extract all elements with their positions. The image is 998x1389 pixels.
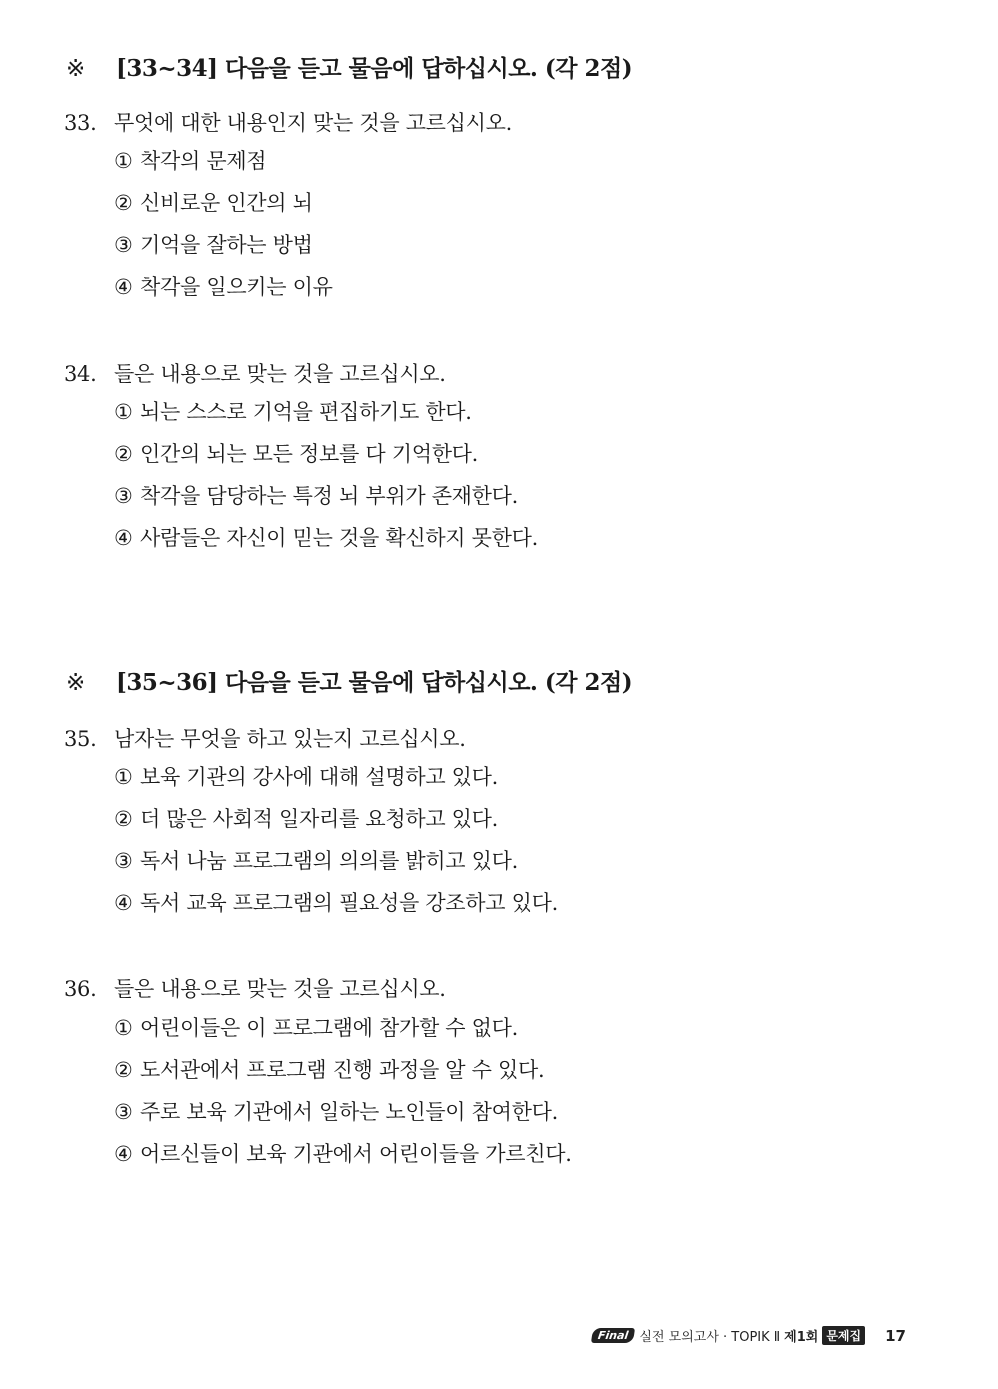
options-34 (114, 397, 538, 565)
reference-mark: ※ (66, 670, 85, 696)
option-3[interactable]: ③ 기억을 잘하는 방법 (114, 233, 313, 257)
option-3[interactable]: ③ 주로 보육 기관에서 일하는 노인들이 참여한다. (114, 1100, 558, 1124)
section-header-35-36 (66, 664, 632, 697)
question-number: 33. (64, 111, 97, 135)
question-number: 35. (64, 727, 97, 751)
question-prompt: 들은 내용으로 맞는 것을 고르십시오. (114, 977, 446, 1001)
page-footer (592, 1326, 906, 1345)
question-33 (64, 107, 512, 137)
option-1[interactable]: ① 어린이들은 이 프로그램에 참가할 수 없다. (114, 1016, 519, 1040)
option-2[interactable]: ② 인간의 뇌는 모든 정보를 다 기억한다. (114, 442, 479, 466)
option-4[interactable]: ④ 사람들은 자신이 믿는 것을 확신하지 못한다. (114, 526, 538, 550)
question-35 (64, 723, 466, 753)
options-33 (114, 146, 333, 314)
options-36 (114, 1013, 572, 1181)
footer-badge: 문제집 (822, 1326, 865, 1345)
section-header-33-34 (66, 50, 632, 83)
question-36 (64, 973, 446, 1003)
option-2[interactable]: ② 도서관에서 프로그램 진행 과정을 알 수 있다. (114, 1058, 545, 1082)
option-2[interactable]: ② 더 많은 사회적 일자리를 요청하고 있다. (114, 807, 499, 831)
option-1[interactable]: ① 착각의 문제점 (114, 149, 267, 173)
reference-mark: ※ (66, 56, 85, 82)
option-1[interactable]: ① 보육 기관의 강사에 대해 설명하고 있다. (114, 765, 499, 789)
question-number: 34. (64, 362, 97, 386)
option-3[interactable]: ③ 착각을 담당하는 특정 뇌 부위가 존재한다. (114, 484, 519, 508)
option-4[interactable]: ④ 독서 교육 프로그램의 필요성을 강조하고 있다. (114, 891, 558, 915)
section-instruction: [33~34] 다음을 듣고 물음에 답하십시오. (각 2점) (116, 55, 633, 82)
footer-series: 실전 모의고사 · TOPIK Ⅱ (639, 1330, 781, 1345)
option-3[interactable]: ③ 독서 나눔 프로그램의 의의를 밝히고 있다. (114, 849, 519, 873)
option-1[interactable]: ① 뇌는 스스로 기억을 편집하기도 한다. (114, 400, 472, 424)
question-34 (64, 358, 446, 388)
option-2[interactable]: ② 신비로운 인간의 뇌 (114, 191, 313, 215)
option-4[interactable]: ④ 착각을 일으키는 이유 (114, 275, 333, 299)
final-logo: Final (591, 1328, 635, 1343)
page-number: 17 (885, 1326, 906, 1345)
question-prompt: 들은 내용으로 맞는 것을 고르십시오. (114, 362, 446, 386)
section-instruction: [35~36] 다음을 듣고 물음에 답하십시오. (각 2점) (116, 669, 633, 696)
question-prompt: 무엇에 대한 내용인지 맞는 것을 고르십시오. (114, 111, 512, 135)
question-number: 36. (64, 977, 97, 1001)
option-4[interactable]: ④ 어르신들이 보육 기관에서 어린이들을 가르친다. (114, 1142, 572, 1166)
question-prompt: 남자는 무엇을 하고 있는지 고르십시오. (114, 727, 466, 751)
options-35 (114, 762, 558, 930)
footer-round: 제1회 (784, 1330, 819, 1345)
